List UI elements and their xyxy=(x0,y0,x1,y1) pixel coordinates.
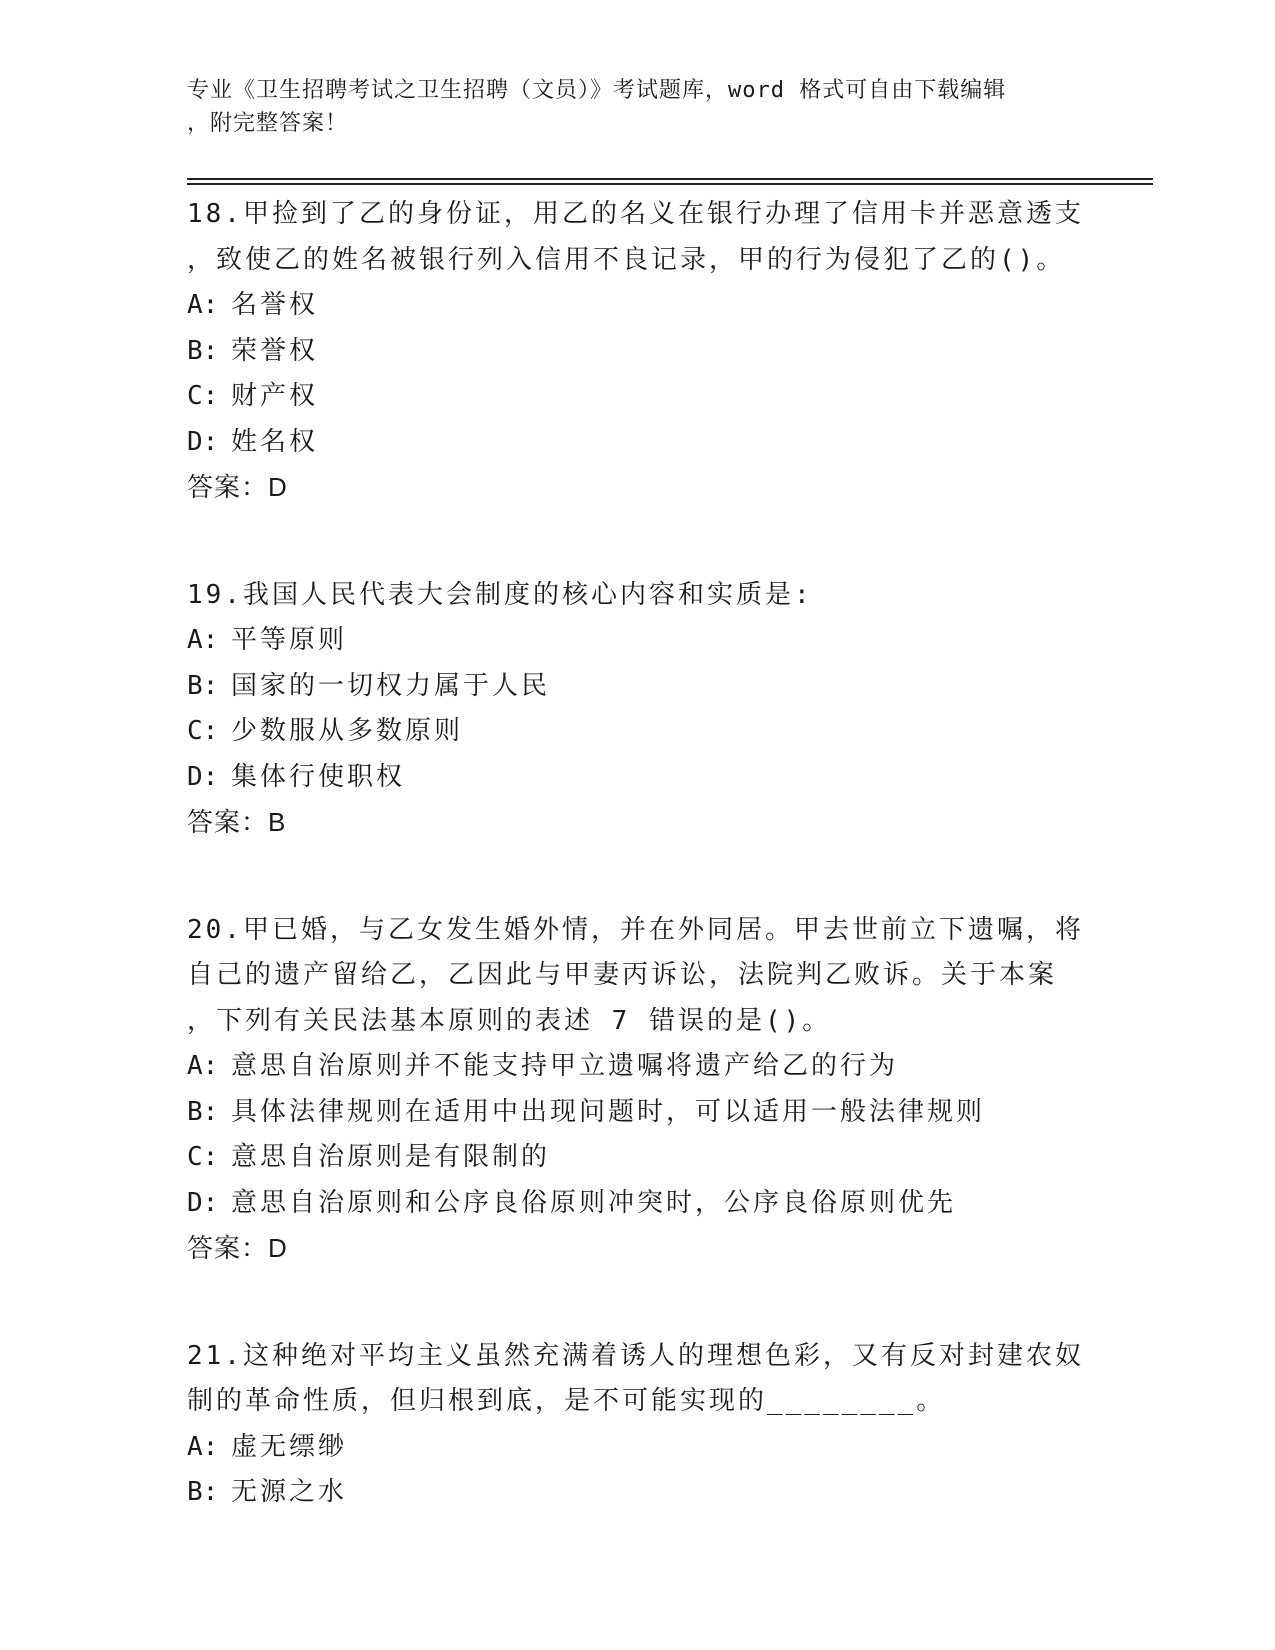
header-note xyxy=(187,74,1067,140)
option-key: D: xyxy=(187,1187,219,1218)
option-key: B: xyxy=(187,1096,219,1127)
answer-option xyxy=(187,1090,1087,1136)
option-text: 集体行使职权 xyxy=(231,761,406,792)
question-stem-line: 21.这种绝对平均主义虽然充满着诱人的理想色彩，又有反对封建农奴 xyxy=(187,1340,1084,1371)
option-text: 意思自治原则是有限制的 xyxy=(231,1142,551,1172)
option-text: 财产权 xyxy=(231,381,319,411)
option-text: 少数服从多数原则 xyxy=(231,716,464,746)
header-line-2: ，附完整答案！ xyxy=(187,111,349,136)
answer-option xyxy=(187,1044,1087,1090)
answer-option xyxy=(187,709,1087,755)
question-stem-line: 20.甲已婚，与乙女发生婚外情，并在外同居。甲去世前立下遗嘱，将 xyxy=(187,914,1084,945)
option-key: A: xyxy=(187,625,219,655)
option-key: A: xyxy=(187,290,219,320)
question-stem xyxy=(187,573,1087,619)
option-key: D: xyxy=(187,761,219,792)
question-stem-line: 18.甲捡到了乙的身份证，用乙的名义在银行办理了信用卡并恶意透支 xyxy=(187,199,1084,229)
question-stem-line: 19.我国人民代表大会制度的核心内容和实质是: xyxy=(187,579,813,610)
question-item xyxy=(187,1334,1087,1516)
option-text: 具体法律规则在适用中出现问题时，可以适用一般法律规则 xyxy=(231,1096,986,1127)
option-key: C: xyxy=(187,381,219,411)
question-stem-line: 制的革命性质，但归根到底，是不可能实现的________。 xyxy=(187,1386,946,1416)
option-text: 意思自治原则并不能支持甲立遗嘱将遗产给乙的行为 xyxy=(231,1051,899,1081)
answer-option xyxy=(187,1470,1087,1516)
answer-option xyxy=(187,420,1087,466)
option-key: A: xyxy=(187,1051,219,1081)
option-key: C: xyxy=(187,716,219,746)
question-stem-line: ，下列有关民法基本原则的表述 7 错误的是()。 xyxy=(187,1005,832,1036)
option-key: B: xyxy=(187,1477,219,1507)
option-key: B: xyxy=(187,670,219,701)
answer-line: 答案：D xyxy=(187,1233,288,1263)
answer-option xyxy=(187,1425,1087,1471)
answer-option xyxy=(187,283,1087,329)
answer-option xyxy=(187,1181,1087,1227)
option-text: 无源之水 xyxy=(231,1477,348,1507)
option-text: 意思自治原则和公序良俗原则冲突时，公序良俗原则优先 xyxy=(231,1187,957,1218)
answer-option xyxy=(187,664,1087,710)
answer-option xyxy=(187,618,1087,664)
answer-option xyxy=(187,374,1087,420)
option-text: 名誉权 xyxy=(231,290,319,320)
question-stem-line: 自己的遗产留给乙，乙因此与甲妻丙诉讼，法院判乙败诉。关于本案 xyxy=(187,960,1058,990)
question-stem-line: ，致使乙的姓名被银行列入信用不良记录，甲的行为侵犯了乙的()。 xyxy=(187,244,1066,275)
question-item xyxy=(187,573,1087,846)
header-line-1: 专业《卫生招聘考试之卫生招聘（文员）》考试题库，word 格式可自由下载编辑 xyxy=(187,78,1007,103)
option-text: 荣誉权 xyxy=(231,335,319,366)
question-stem xyxy=(187,908,1087,1045)
option-key: C: xyxy=(187,1142,219,1172)
answer-option xyxy=(187,1135,1087,1181)
answer-line: 答案：D xyxy=(187,472,288,502)
question-item xyxy=(187,192,1087,511)
option-key: D: xyxy=(187,426,219,457)
option-key: B: xyxy=(187,335,219,366)
answer-line: 答案：B xyxy=(187,807,287,837)
option-text: 姓名权 xyxy=(231,426,319,457)
question-stem xyxy=(187,1334,1087,1425)
option-key: A: xyxy=(187,1431,219,1462)
header-divider-top xyxy=(187,178,1153,180)
answer-option xyxy=(187,755,1087,801)
question-list xyxy=(187,192,1087,1578)
question-item xyxy=(187,908,1087,1272)
question-stem xyxy=(187,192,1087,283)
option-text: 虚无缥缈 xyxy=(231,1431,348,1462)
header-divider-bottom xyxy=(187,183,1153,185)
answer-option xyxy=(187,329,1087,375)
option-text: 国家的一切权力属于人民 xyxy=(231,670,551,701)
option-text: 平等原则 xyxy=(231,625,348,655)
